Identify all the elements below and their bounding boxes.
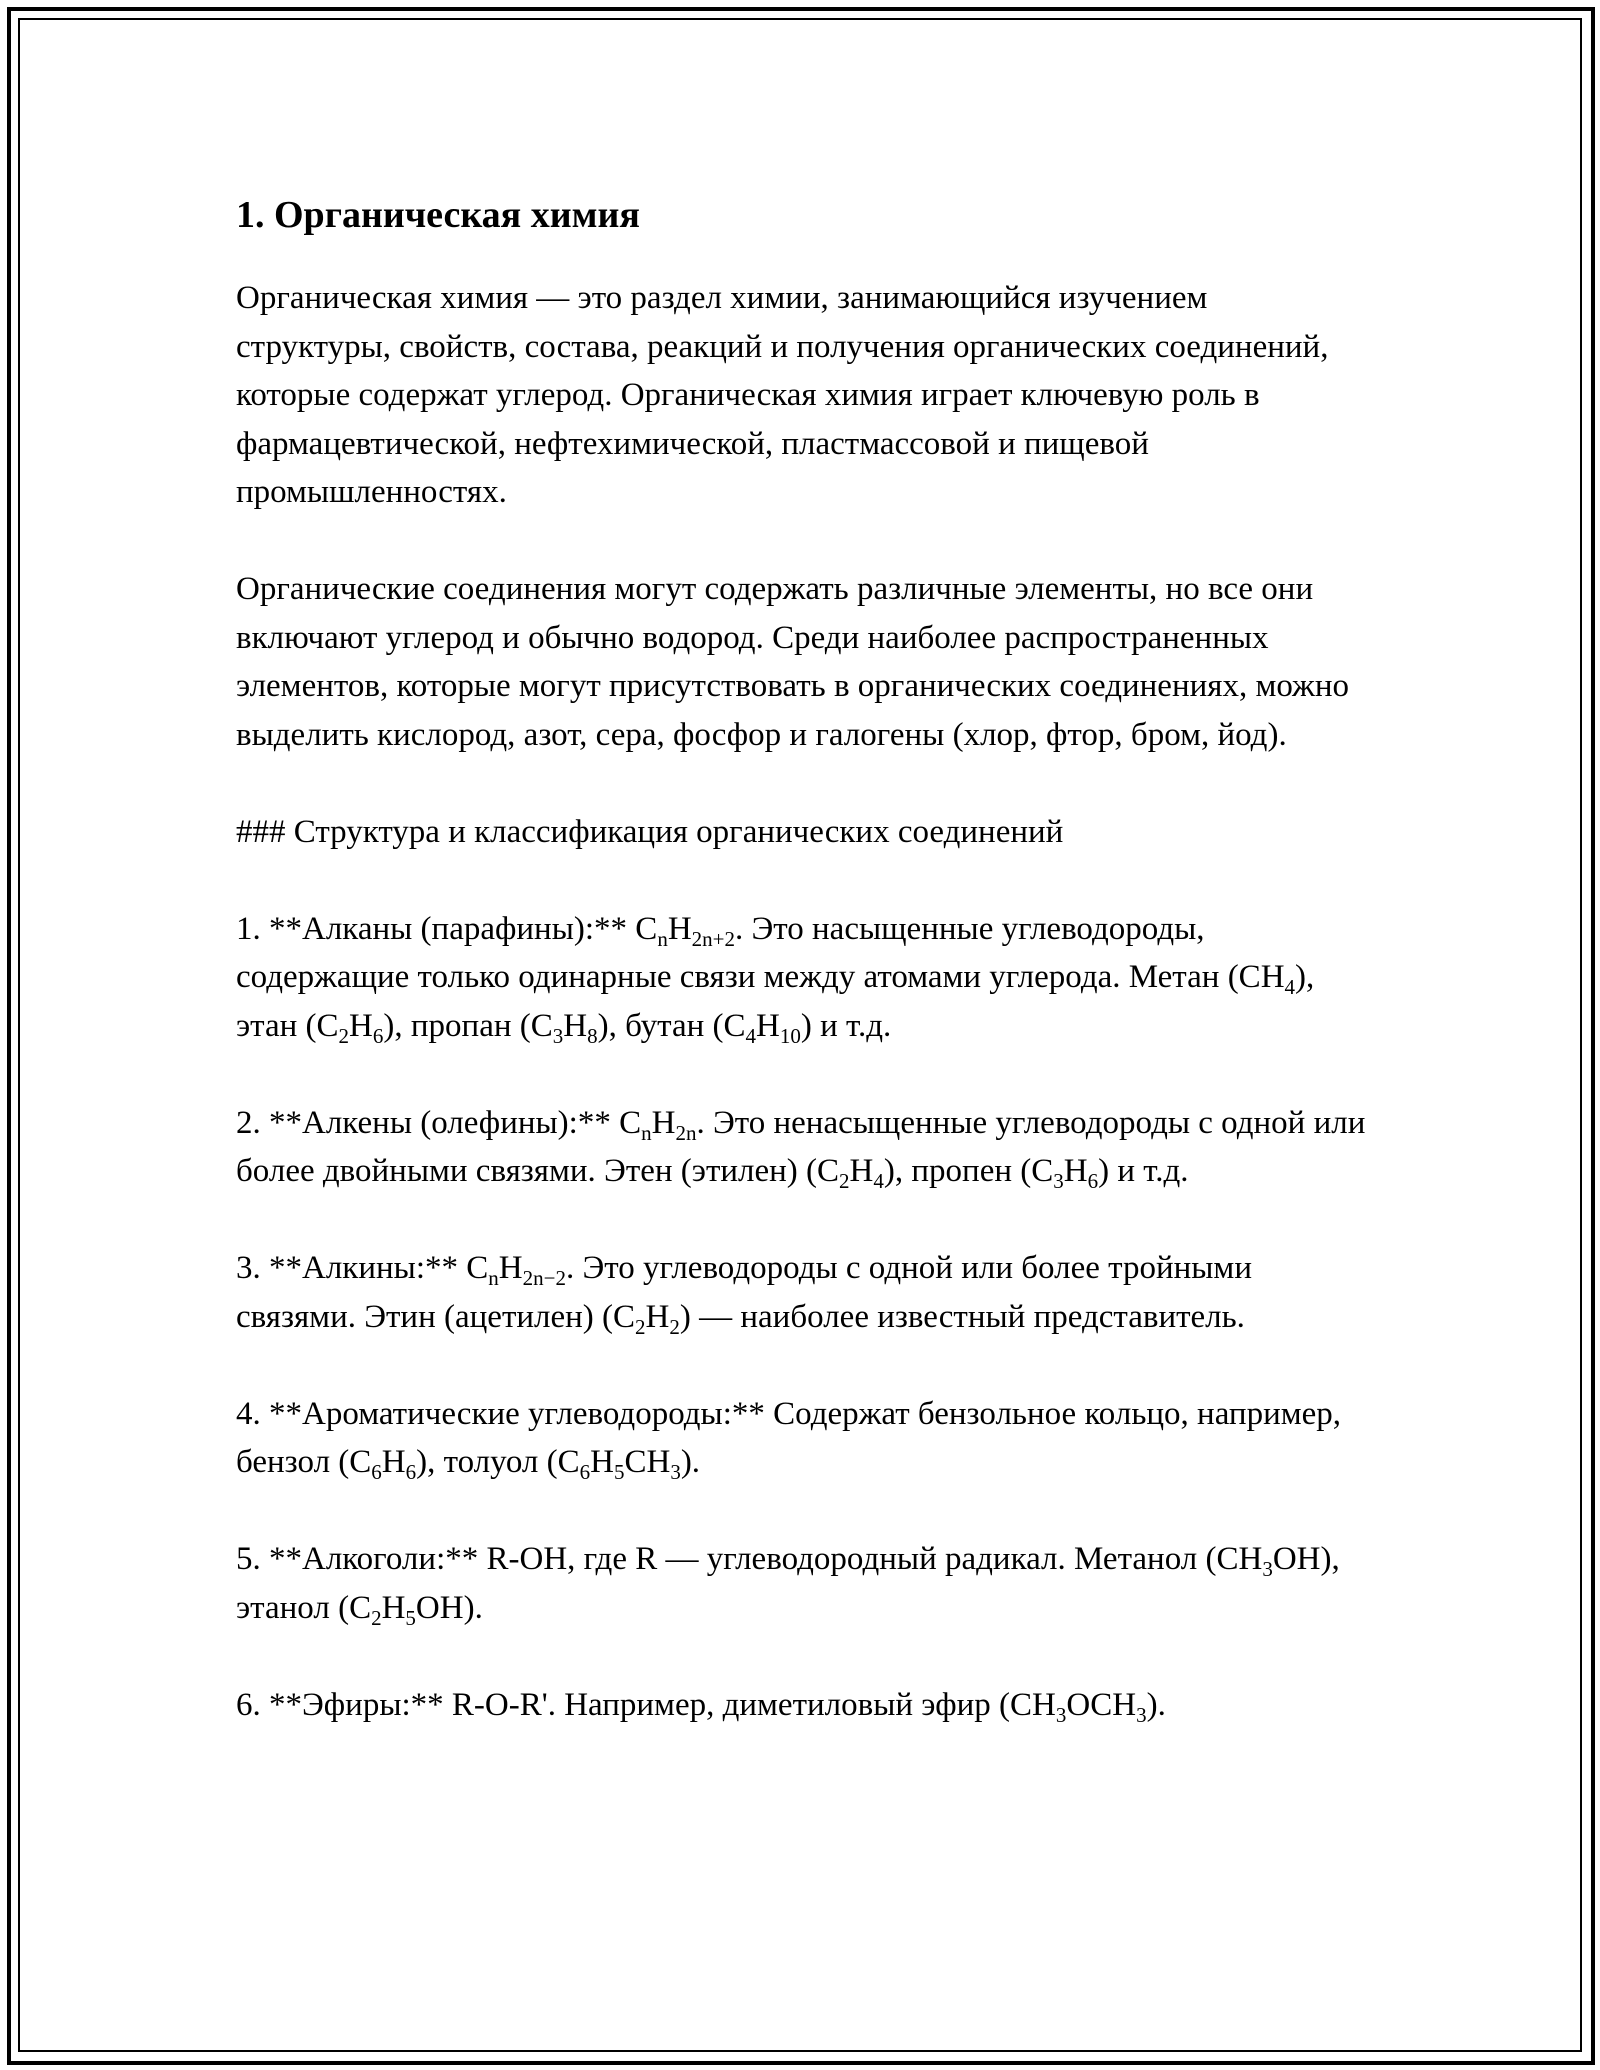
section-heading: 1. Органическая химия <box>236 194 640 236</box>
list-item-aromatics: 4. **Ароматические углеводороды:** Содержат бензольное кольцо, например, бензол $(C_6H_6)$, толуол $(C_6H_5CH_3)$. <box>236 1395 1342 1484</box>
elements-paragraph: Органические соединения могут содержать различные элементы, но все они включают углерод и обычно водород. Среди наиболее распространенных элементов, которые могут присутствовать в органических соединениях, можно выделить кислород, азот, сера, фосфор и галогены (хлор, фтор, бром, йод). <box>236 571 1349 753</box>
document-body <box>236 178 1366 1729</box>
list-item-alkanes: 1. **Алканы (парафины):** $C_nH_{2n+2}$. Это насыщенные углеводороды, содержащие только одинарные связи между атомами углерода. Метан $(CH_4)$, этан $(C_2H_6)$, пропан $(C_3H_8)$, бутан $(C_4H_{10})$ и т.д. <box>236 910 1315 1048</box>
list-item-ethers: 6. **Эфиры:** R-O-R'. Например, диметиловый эфир $(CH_3OCH_3)$. <box>236 1686 1166 1727</box>
subheading: ### Структура и классификация органических соединений <box>236 813 1064 850</box>
list-item-alkynes: 3. **Алкины:** $C_nH_{2n-2}$. Это углеводороды с одной или более тройными связями. Этин (ацетилен) $(C_2H_2)$ — наиболее известный представитель. <box>236 1250 1252 1339</box>
list-item-alkenes: 2. **Алкены (олефины):** $C_nH_{2n}$. Это ненасыщенные углеводороды с одной или более двойными связями. Этен (этилен) $(C_2H_4)$, пропен $(C_3H_6)$ и т.д. <box>236 1104 1366 1193</box>
list-item-alcohols: 5. **Алкоголи:** R-OH, где R — углеводородный радикал. Метанол $(CH_3OH)$, этанол $(C_2H_5OH)$. <box>236 1541 1340 1630</box>
intro-paragraph: Органическая химия — это раздел химии, занимающийся изучением структуры, свойств, состава, реакций и получения органических соединений, которые содержат углерод. Органическая химия играет ключевую роль в фармацевтической, нефтехимической, пластмассовой и пищевой промышленностях. <box>236 280 1329 510</box>
